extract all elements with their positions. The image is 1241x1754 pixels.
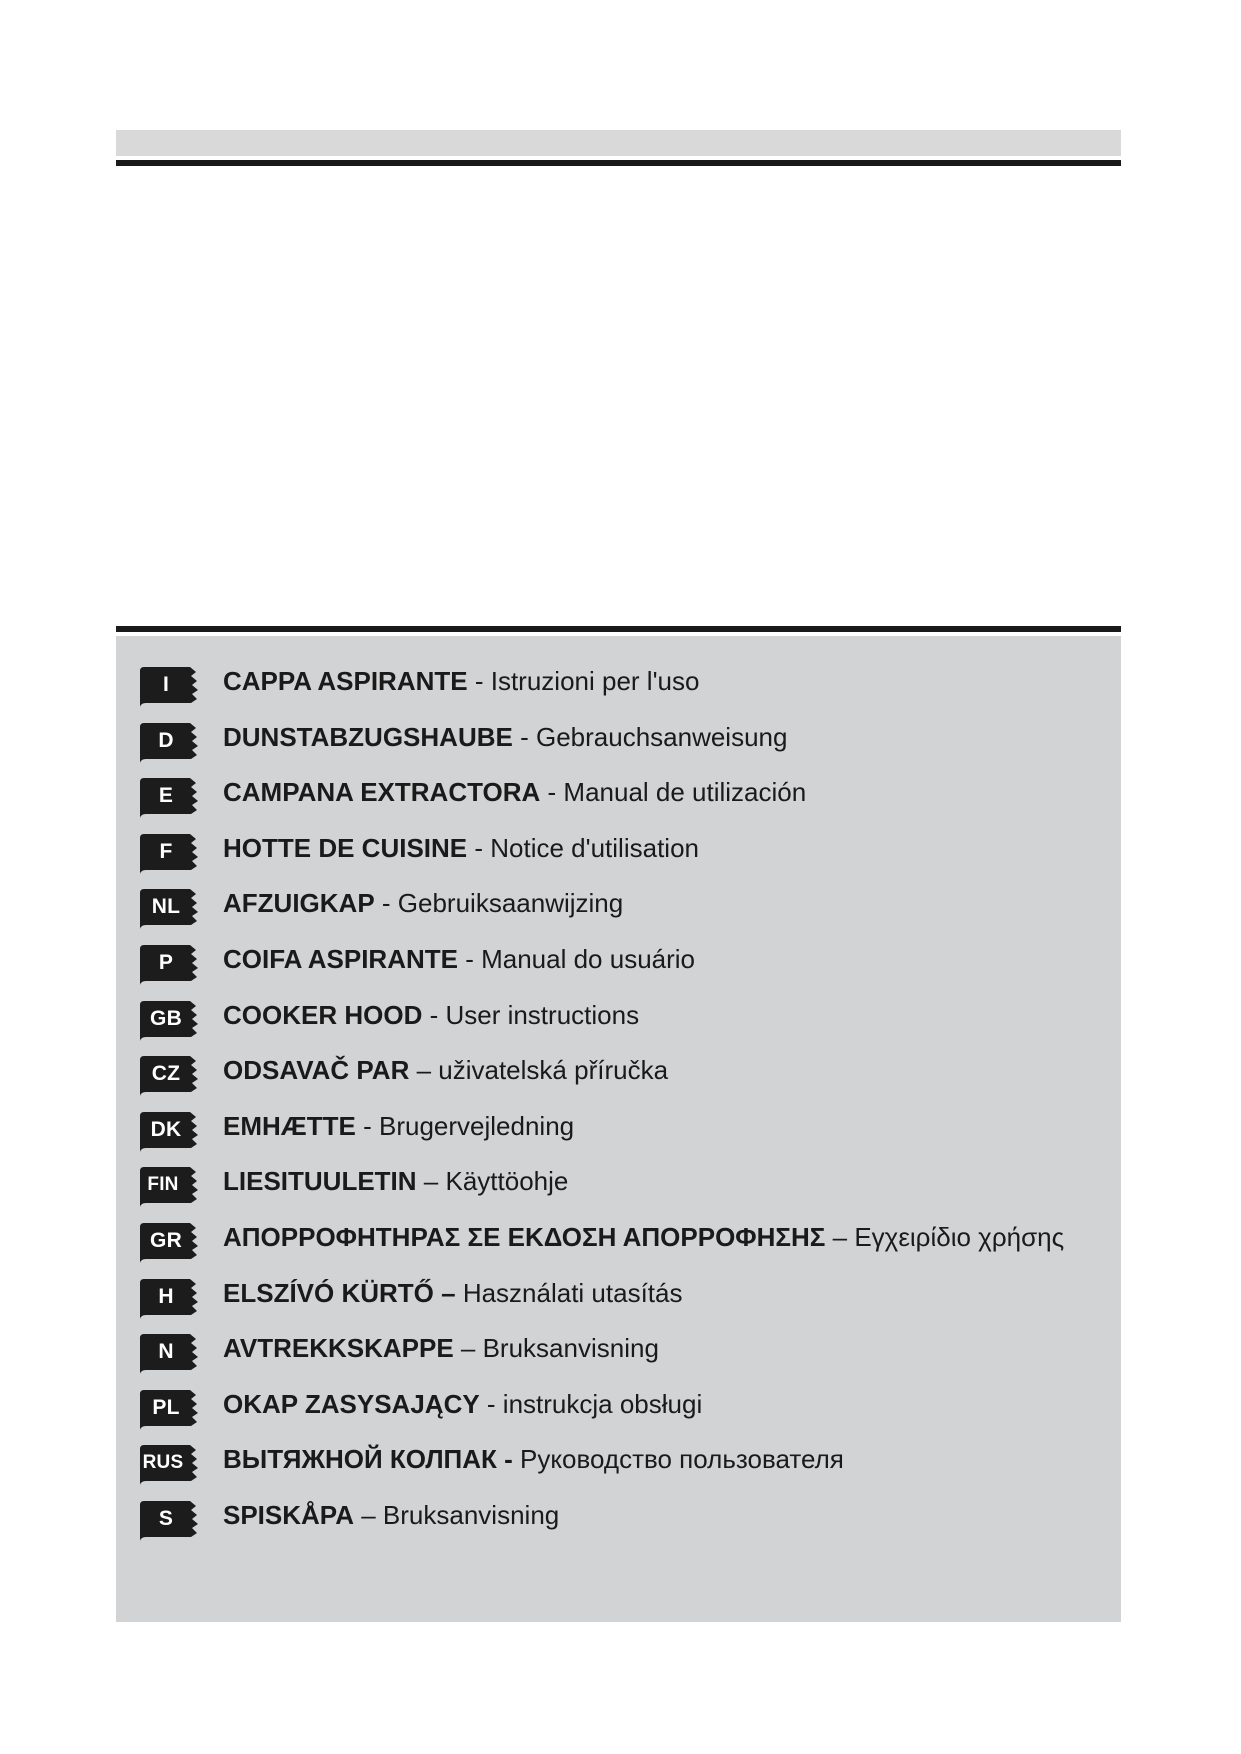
language-entry-subtitle: Brugervejledning [379, 1110, 575, 1141]
language-entry-text [223, 1276, 682, 1308]
language-code: GR [150, 1228, 182, 1252]
language-tag [138, 1053, 200, 1093]
language-entry-separator [513, 1444, 520, 1474]
language-entry-separator: - [355, 1110, 379, 1141]
language-item [138, 998, 1108, 1054]
language-entry-title: HOTTE DE CUISINE [223, 832, 468, 863]
language-entry-subtitle: User instructions [445, 999, 640, 1030]
language-entry-subtitle: Bruksanvisning [482, 1333, 659, 1364]
language-item [138, 1164, 1108, 1220]
language-entry-title: OKAP ZASYSAJĄCY [223, 1388, 480, 1419]
language-code: P [158, 950, 174, 974]
language-tag [138, 1109, 200, 1149]
language-code: F [159, 839, 173, 863]
language-code: NL [151, 895, 181, 919]
language-entry-separator: - [512, 721, 536, 752]
language-entry-title: COOKER HOOD [223, 999, 423, 1030]
language-entry-text [223, 942, 695, 974]
language-entry-subtitle: Használati utasítás [462, 1277, 683, 1308]
language-entry-text [223, 886, 623, 918]
language-entry-subtitle: Gebruiksaanwijzing [397, 888, 624, 919]
language-entry-separator: – [825, 1221, 855, 1252]
language-entry-text [223, 1109, 574, 1141]
language-code: E [158, 784, 174, 808]
language-tag [138, 998, 200, 1038]
language-entry-subtitle: Εγχειρίδιο χρήσης [854, 1221, 1065, 1252]
language-entry-separator: - [457, 943, 482, 974]
language-entry-text [223, 1498, 559, 1530]
language-code: RUS [142, 1452, 184, 1474]
language-entry-subtitle: instrukcja obsługi [502, 1388, 703, 1419]
language-code: PL [152, 1395, 180, 1419]
language-tag [138, 1387, 200, 1427]
language-entry-title: ODSAVAČ PAR [223, 1055, 410, 1086]
language-entry-text [223, 775, 806, 807]
language-item [138, 942, 1108, 998]
language-entry-separator: - [540, 777, 564, 808]
language-entry-text [223, 998, 639, 1030]
language-tag [138, 886, 200, 926]
language-tag [138, 775, 200, 815]
language-code: H [158, 1284, 174, 1308]
language-entry-text [223, 1331, 659, 1363]
language-entry-title: SPISKÅPA [223, 1499, 354, 1530]
language-item [138, 775, 1108, 831]
language-item [138, 1387, 1108, 1443]
header-band [116, 130, 1121, 156]
language-code: N [158, 1340, 174, 1364]
language-list [138, 664, 1108, 1554]
language-entry-text [223, 1053, 668, 1085]
language-entry-text [223, 1220, 1064, 1252]
language-entry-text [223, 720, 787, 752]
language-entry-separator: - [479, 1388, 503, 1419]
language-entry-separator: - [467, 832, 491, 863]
language-item [138, 831, 1108, 887]
language-entry-subtitle: Manual do usuário [481, 943, 696, 974]
language-entry-text [223, 664, 699, 696]
language-code: DK [150, 1117, 182, 1141]
language-item [138, 886, 1108, 942]
language-entry-separator: - [422, 999, 446, 1030]
language-code: GB [150, 1006, 182, 1030]
language-code: D [158, 728, 174, 752]
language-entry-subtitle: Istruzioni per l'uso [490, 666, 700, 696]
language-entry-text [223, 831, 699, 863]
language-entry-separator: – [453, 1333, 483, 1364]
language-tag [138, 1220, 200, 1260]
language-entry-text [223, 1442, 844, 1474]
language-tag [138, 1331, 200, 1371]
language-item [138, 1053, 1108, 1109]
language-code: FIN [147, 1174, 179, 1196]
language-entry-subtitle: Gebrauchsanweisung [535, 721, 788, 752]
language-item [138, 1220, 1108, 1276]
language-item [138, 720, 1108, 776]
language-entry-separator: - [374, 888, 398, 919]
language-entry-separator [456, 1278, 463, 1308]
language-entry-title: LIESITUULETIN [223, 1166, 417, 1197]
language-entry-title: AVTREKKSKAPPE [223, 1333, 454, 1364]
language-entry-title: ΑΠΟΡΡΟΦΗΤΗΡΑΣ ΣΕ ΕΚΔΟΣΗ ΑΠΟΡΡΟΦΗΣΗΣ [223, 1221, 826, 1252]
language-entry-title: CAMPANA EXTRACTORA [223, 777, 541, 808]
language-entry-separator: - [467, 666, 491, 696]
language-entry-subtitle: Notice d'utilisation [490, 832, 699, 863]
language-entry-title: ELSZÍVÓ KÜRTŐ – [223, 1277, 456, 1308]
language-item [138, 1109, 1108, 1165]
language-tag [138, 1276, 200, 1316]
language-entry-separator: – [354, 1499, 383, 1530]
language-item [138, 1442, 1108, 1498]
language-entry-subtitle: Käyttöohje [445, 1166, 569, 1197]
language-entry-subtitle: Bruksanvisning [382, 1499, 560, 1530]
language-entry-text [223, 1164, 568, 1196]
language-entry-subtitle: uživatelská příručka [438, 1055, 669, 1086]
language-entry-title: EMHÆTTE [223, 1110, 356, 1141]
language-tag [138, 1164, 200, 1204]
language-entry-title: COIFA ASPIRANTE [223, 943, 458, 974]
language-tag [138, 1498, 200, 1538]
language-entry-subtitle: Руководство пользователя [520, 1444, 844, 1475]
language-entry-title: DUNSTABZUGSHAUBE [223, 721, 513, 752]
language-code: I [162, 673, 170, 696]
language-entry-text [223, 1387, 702, 1419]
language-tag [138, 664, 200, 704]
language-code: S [158, 1506, 174, 1530]
language-entry-title: CAPPA ASPIRANTE [223, 666, 468, 696]
language-code: CZ [151, 1062, 181, 1086]
language-item [138, 1276, 1108, 1332]
language-item [138, 1331, 1108, 1387]
language-entry-title: ВЫТЯЖНОЙ КОЛПАК - [223, 1444, 513, 1475]
language-tag [138, 1442, 200, 1482]
language-tag [138, 942, 200, 982]
language-entry-separator: – [416, 1166, 446, 1197]
language-item [138, 664, 1108, 720]
language-entry-separator: – [409, 1055, 439, 1086]
language-entry-title: AFZUIGKAP [223, 888, 375, 919]
language-tag [138, 720, 200, 760]
language-entry-subtitle: Manual de utilización [563, 777, 807, 808]
panel-rule [116, 626, 1121, 632]
language-tag [138, 831, 200, 871]
language-item [138, 1498, 1108, 1554]
header-rule [116, 160, 1121, 166]
